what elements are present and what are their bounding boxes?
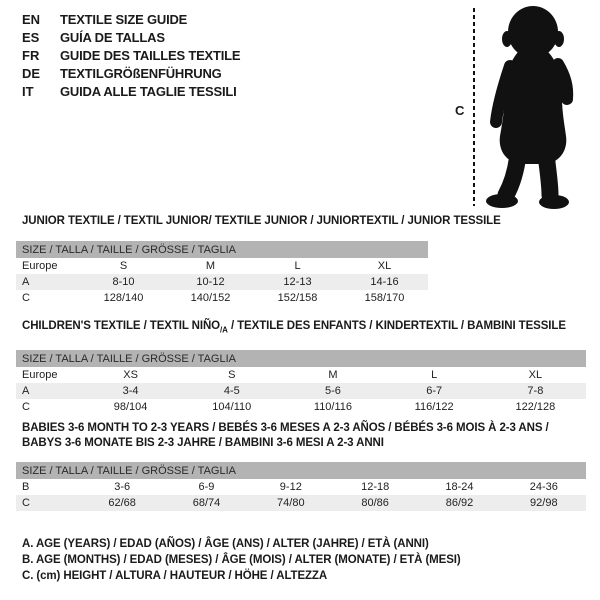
cell: 62/68: [80, 495, 164, 511]
cell: 80/86: [333, 495, 417, 511]
cell: 128/140: [103, 292, 144, 304]
cell: L: [294, 260, 301, 272]
junior-textile-section: [16, 214, 501, 306]
lang-code: IT: [22, 83, 34, 99]
table-row: [16, 274, 428, 290]
cell: 18-24: [445, 481, 474, 493]
cell: 86/92: [417, 495, 501, 511]
cell: L: [431, 369, 438, 382]
height-measure-line: [473, 8, 475, 206]
cell: 3-4: [80, 383, 181, 399]
row-label: A: [16, 274, 80, 290]
cell: 152/158: [277, 292, 318, 304]
cell: XS: [123, 369, 138, 382]
language-header: [22, 10, 240, 100]
cell: 12-13: [254, 274, 341, 290]
cell: M: [205, 260, 216, 272]
cell: 104/110: [212, 401, 252, 414]
cell: 8-10: [80, 274, 167, 290]
cell: 6-7: [384, 383, 485, 399]
footnote-c: C. (cm) HEIGHT / ALTURA / HAUTEUR / HÖHE / ALTEZZA: [22, 570, 328, 582]
lang-code: ES: [22, 29, 40, 45]
row-label: A: [16, 383, 80, 399]
table-row: [16, 383, 586, 399]
cell: 122/128: [515, 401, 556, 414]
table-row: [16, 495, 586, 511]
table-row: [16, 290, 428, 306]
children-textile-section: [16, 319, 586, 415]
row-label: B: [22, 481, 30, 493]
table-row: [16, 479, 586, 495]
cell: XL: [528, 369, 543, 382]
babies-table-title: BABIES 3-6 MONTH TO 2-3 YEARS / BEBÉS 3-6 MESES A 2-3 AÑOS / BÉBÉS 3-6 MOIS À 2-3 ANS / BABYS 3-6 MONATE BIS 2-3 JAHRE / BAMBINI 3-6 MESI A 2-3 ANNI: [22, 422, 549, 449]
baby-silhouette-icon: [480, 4, 590, 214]
height-measure-label: C: [455, 103, 465, 118]
cell: 9-12: [279, 481, 302, 493]
cell: 10-12: [167, 274, 254, 290]
lang-row-fr: [22, 46, 240, 64]
junior-size-table: [16, 241, 428, 306]
cell: S: [119, 260, 128, 272]
lang-title: TEXTILE SIZE GUIDE: [60, 11, 188, 27]
row-label: C: [22, 292, 30, 304]
lang-title: GUÍA DE TALLAS: [60, 29, 165, 45]
cell: 12-18: [361, 481, 390, 493]
cell: 7-8: [485, 383, 586, 399]
size-header-bar: SIZE / TALLA / TAILLE / GRÖSSE / TAGLIA: [16, 462, 586, 479]
cell: 4-5: [181, 383, 282, 399]
cell: 74/80: [249, 495, 333, 511]
footnotes: [22, 536, 461, 584]
cell: 14-16: [341, 274, 428, 290]
children-size-table: [16, 350, 586, 415]
cell: XL: [377, 260, 392, 272]
babies-size-table: [16, 462, 586, 511]
cell: 140/152: [190, 292, 231, 304]
junior-table-title: JUNIOR TEXTILE / TEXTIL JUNIOR/ TEXTILE JUNIOR / JUNIORTEXTIL / JUNIOR TESSILE: [22, 215, 501, 227]
row-label: Europe: [22, 260, 58, 272]
row-label: Europe: [22, 369, 58, 382]
size-header-bar: SIZE / TALLA / TAILLE / GRÖSSE / TAGLIA: [16, 350, 586, 367]
lang-title: TEXTILGRÖßENFÜHRUNG: [60, 65, 222, 81]
size-header-bar: SIZE / TALLA / TAILLE / GRÖSSE / TAGLIA: [16, 241, 428, 258]
cell: 68/74: [164, 495, 248, 511]
table-row: [16, 258, 428, 274]
lang-code: FR: [22, 47, 40, 63]
row-label: C: [16, 495, 80, 511]
cell: 24-36: [529, 481, 558, 493]
cell: S: [228, 369, 236, 382]
lang-row-de: [22, 64, 240, 82]
lang-title: GUIDE DES TAILLES TEXTILE: [60, 47, 241, 63]
cell: 110/116: [313, 401, 353, 414]
lang-code: EN: [22, 11, 41, 27]
lang-row-en: [22, 10, 240, 28]
row-label: C: [22, 401, 30, 414]
children-table-title: CHILDREN'S TEXTILE / TEXTIL $NIÑO_{/A}$ / TEXTILE DES ENFANTS / KINDERTEXTIL / BAMBINI TESSILE: [22, 320, 566, 335]
lang-row-it: [22, 82, 240, 100]
cell: 116/122: [414, 401, 454, 414]
lang-code: DE: [22, 65, 41, 81]
cell: 158/170: [364, 292, 405, 304]
footnote-a: A. AGE (YEARS) / EDAD (AÑOS) / ÂGE (ANS) / ALTER (JAHRE) / ETÀ (ANNI): [22, 538, 429, 550]
cell: 98/104: [113, 401, 148, 414]
cell: M: [328, 369, 338, 382]
footnote-b: B. AGE (MONTHS) / EDAD (MESES) / ÂGE (MOIS) / ALTER (MONATE) / ETÀ (MESI): [22, 554, 461, 566]
cell: 6-9: [198, 481, 215, 493]
table-row: [16, 399, 586, 415]
babies-textile-section: [16, 421, 586, 511]
cell: 92/98: [502, 495, 586, 511]
lang-title: GUIDA ALLE TAGLIE TESSILI: [60, 83, 237, 99]
lang-row-es: [22, 28, 240, 46]
table-row: [16, 367, 586, 383]
cell: 3-6: [114, 481, 131, 493]
cell: 5-6: [282, 383, 383, 399]
